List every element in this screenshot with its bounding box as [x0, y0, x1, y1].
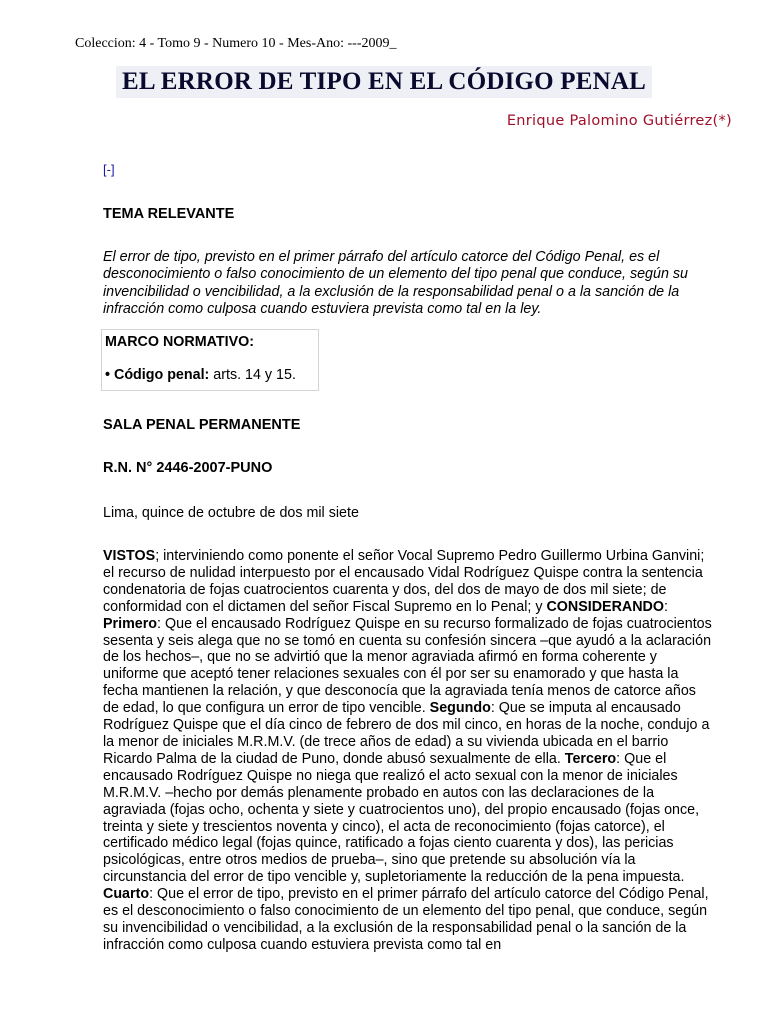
sala-heading: SALA PENAL PERMANENTE [103, 417, 301, 433]
tercero-label: Tercero [564, 750, 617, 767]
marco-item [105, 367, 315, 383]
primero-label: Primero [103, 615, 158, 632]
marco-label: Código penal: [114, 367, 210, 383]
body-text-6: : Que el error de tipo, previsto en el primer párrafo del artículo catorce del Código Penal, es el desconocimiento o falso conocimiento de un elemento del tipo penal, que conduce, según su invencibilidad o vencibilidad, a la exclusión de la responsabilidad penal o la sanción de la infracción como culposa cuando estuviera prevista como tal en [103, 886, 709, 953]
title-container [0, 66, 768, 98]
vistos-label: VISTOS [103, 548, 156, 564]
collection-meta: Coleccion: 4 - Tomo 9 - Numero 10 - Mes-Ano: ---2009_ [75, 36, 397, 51]
author-name: Enrique Palomino Gutiérrez(*) [506, 113, 732, 129]
segundo-label: Segundo [429, 700, 491, 717]
body-text-2: : [664, 598, 668, 615]
bullet: • [105, 367, 111, 383]
body-text-4: : Que se imputa al encausado Rodríguez Quispe que el día cinco de febrero de dos mil cinco, en horas de la noche, condujo a la menor de iniciales M.R.M.V. (de trece años de edad) a su vivienda ubicada en el barrio Ricardo Palma de la ciudad de Puno, donde abusó sexualmente de ella. [103, 700, 710, 767]
body-text-1: ; interviniendo como ponente el señor Vocal Supremo Pedro Guillermo Urbina Ganvini; el recurso de nulidad interpuesto por el encausado Vidal Rodríguez Quispe contra la sentencia condenatoria de fojas cuatrocientos cuarenta y dos, del dos de mayo de dos mil siete; de conformidad con el dictamen del señor Fiscal Supremo en lo Penal; y [103, 548, 705, 615]
date-line: Lima, quince de octubre de dos mil siete [103, 505, 359, 521]
body-text-5: : Que el encausado Rodríguez Quispe no niega que realizó el acto sexual con la menor de iniciales M.R.M.V. –hecho por demás plenamente probado en autos con las declaraciones de la agraviada (fojas ocho, ochenta y siete y cuatrocientos uno), del propio encausado (fojas once, treinta y siete y trescientos noventa y cinco), el acta de reconocimiento (fojas catorce), el certificado médico legal (fojas quince, ratificado a fojas ciento cuarenta y dos), las pericias psicológicas, entre otros medios de prueba–, sino que pretende su absolución vía la circunstancia del error de tipo vencible y, supletoriamente la reducción de la pena impuesta. [103, 750, 700, 886]
marco-heading: MARCO NORMATIVO: [105, 334, 255, 350]
tema-text: El error de tipo, previsto en el primer párrafo del artículo catorce del Código Penal, es el desconocimiento o falso conocimiento de un elemento del tipo penal que conduce, según su invencibilidad o vencibilidad, a la exclusión de la responsabilidad penal o a la sanción de la infracción como culposa cuando estuviera prevista como tal en la ley. [103, 249, 688, 318]
tema-heading: TEMA RELEVANTE [103, 206, 235, 222]
marco-normativo-box [101, 329, 319, 391]
considerando-label: CONSIDERANDO [546, 598, 664, 615]
document-title: EL ERROR DE TIPO EN EL CÓDIGO PENAL [116, 66, 652, 98]
collapse-toggle-link[interactable]: [-] [103, 162, 115, 177]
marco-value: arts. 14 y 15. [209, 367, 296, 383]
body-text-3: : Que el encausado Rodríguez Quispe en su recurso formalizado de fojas cuatrocientos sesenta y seis alega que no se tomó en cuenta su confesión sincera –que ayudó a la aclaración de los hechos–, que no se advirtió que la menor agraviada afirmó en forma coherente y uniforme que aceptó tener relaciones sexuales con él por ser su enamorado y que hasta la fecha mantienen la relación, y que desconocía que la agraviada tenía menos de catorce años de edad, lo que configura un error de tipo vencible. [103, 615, 712, 717]
rn-heading: R.N. N° 2446-2007-PUNO [103, 460, 273, 476]
resolution-body [103, 548, 713, 954]
cuarto-label: Cuarto [103, 886, 150, 903]
